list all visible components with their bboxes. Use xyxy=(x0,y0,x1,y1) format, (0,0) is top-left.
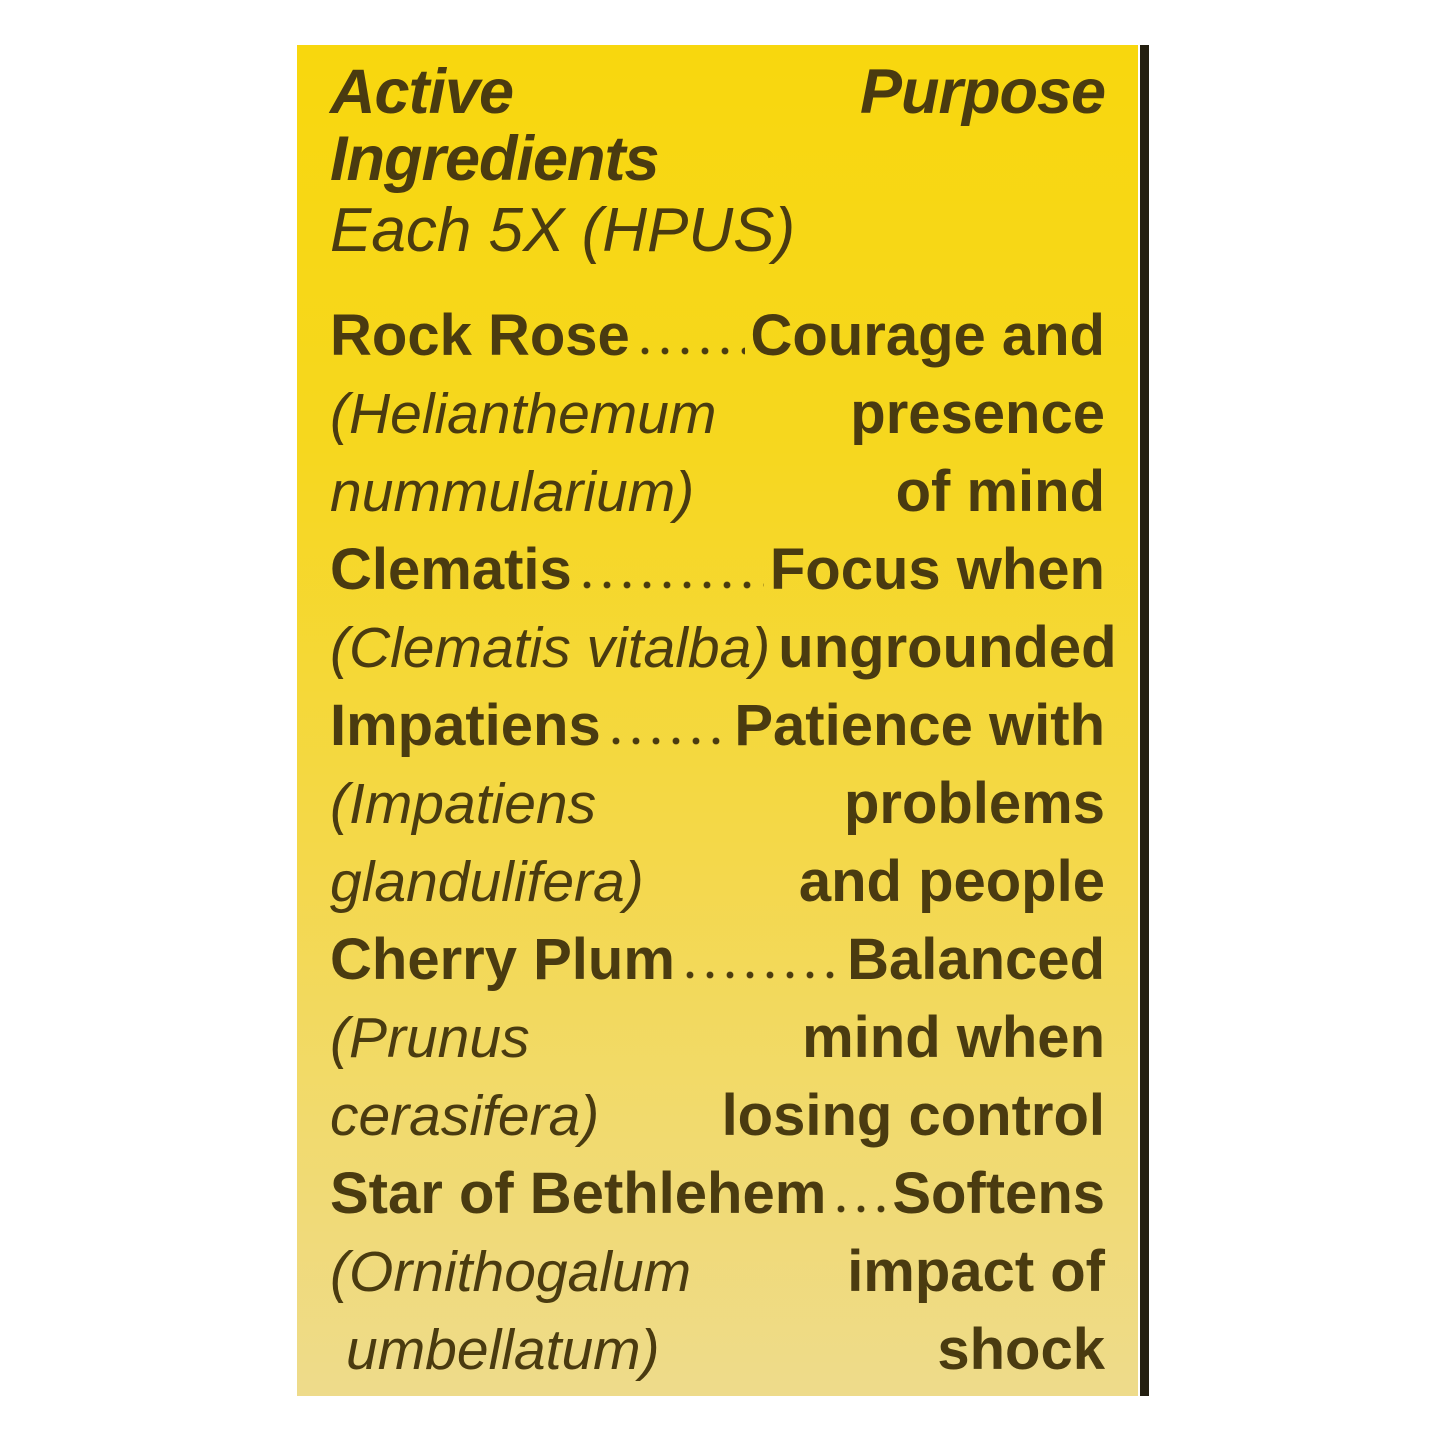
ingredient-name: Clematis xyxy=(330,537,572,602)
ingredient-row xyxy=(330,765,1105,843)
botanical-name: cerasifera) xyxy=(330,1084,600,1148)
purpose-text: ungrounded xyxy=(778,615,1117,680)
dot-leader xyxy=(662,1311,932,1389)
purpose-text: problems xyxy=(843,771,1105,836)
botanical-name: nummularium) xyxy=(330,460,695,524)
botanical-name: (Impatiens xyxy=(330,772,597,836)
ingredient-row xyxy=(330,375,1105,453)
ingredients-label-panel xyxy=(297,45,1138,1396)
ingredient-row xyxy=(330,297,1105,375)
ingredient-row xyxy=(330,453,1105,531)
purpose-text: Patience with xyxy=(734,693,1105,758)
purpose-text: of mind xyxy=(895,459,1105,524)
botanical-name: umbellatum) xyxy=(346,1318,660,1382)
ingredient-rows xyxy=(330,297,1117,1389)
dot-leader xyxy=(598,765,838,843)
purpose-text: mind when xyxy=(802,1005,1105,1070)
dot-leader xyxy=(718,375,844,453)
ingredient-row xyxy=(330,921,1105,999)
active-ingredients-title: Active Ingredients xyxy=(330,57,659,194)
botanical-name: glandulifera) xyxy=(330,850,644,914)
dot-leader xyxy=(693,1233,841,1311)
dot-leader xyxy=(828,1155,886,1233)
ingredient-row xyxy=(330,1233,1105,1311)
ingredient-name: Cherry Plum xyxy=(330,927,675,992)
dot-leader xyxy=(677,921,841,999)
label-right-edge-bar xyxy=(1140,45,1149,1396)
ingredient-row xyxy=(330,609,1117,687)
purpose-text: Softens xyxy=(892,1161,1105,1226)
botanical-name: (Helianthemum xyxy=(330,382,717,446)
dot-leader xyxy=(532,999,797,1077)
botanical-name: (Clematis vitalba) xyxy=(330,616,771,680)
purpose-text: shock xyxy=(937,1317,1105,1382)
header-row xyxy=(330,59,1105,193)
purpose-text: losing control xyxy=(721,1083,1105,1148)
ingredient-row xyxy=(330,531,1105,609)
purpose-title: Purpose xyxy=(859,57,1105,127)
botanical-name: (Ornithogalum xyxy=(330,1240,692,1304)
ingredient-name: Rock Rose xyxy=(330,303,630,368)
ingredient-row xyxy=(330,687,1105,765)
ingredient-name: Impatiens xyxy=(330,693,601,758)
purpose-text: Balanced xyxy=(847,927,1105,992)
dot-leader xyxy=(603,687,729,765)
dot-leader xyxy=(574,531,764,609)
dot-leader xyxy=(646,843,793,921)
dot-leader xyxy=(601,1077,715,1155)
ingredient-row xyxy=(330,999,1105,1077)
purpose-text: impact of xyxy=(847,1239,1105,1304)
botanical-name: (Prunus xyxy=(330,1006,530,1070)
ingredient-row xyxy=(330,1077,1105,1155)
ingredient-row xyxy=(330,1155,1105,1233)
dot-leader xyxy=(696,453,889,531)
dot-leader xyxy=(632,297,745,375)
ingredient-row xyxy=(330,843,1105,921)
ingredient-row xyxy=(330,1311,1105,1389)
purpose-text: and people xyxy=(798,849,1105,914)
purpose-text: Focus when xyxy=(769,537,1105,602)
potency-subtitle: Each 5X (HPUS) xyxy=(330,196,796,265)
purpose-text: presence xyxy=(850,381,1105,446)
purpose-text: Courage and xyxy=(750,303,1105,368)
ingredient-name: Star of Bethlehem xyxy=(330,1161,827,1226)
